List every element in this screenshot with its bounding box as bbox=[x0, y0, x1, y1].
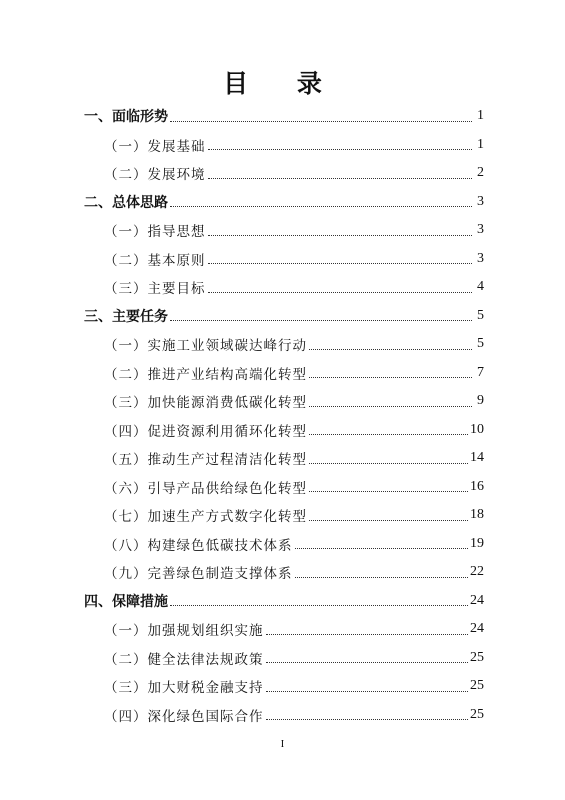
toc-page-number: 3 bbox=[477, 222, 484, 238]
dot-leader bbox=[309, 463, 468, 464]
dot-leader bbox=[309, 406, 472, 407]
toc-section-entry bbox=[84, 302, 484, 331]
toc-entry-label: （九）完善绿色制造支撑体系 bbox=[104, 566, 293, 583]
toc-page-number: 7 bbox=[477, 364, 484, 380]
toc-page-number: 14 bbox=[470, 450, 484, 466]
toc-entry-label: （七）加速生产方式数字化转型 bbox=[104, 509, 307, 526]
dot-leader bbox=[208, 292, 473, 293]
toc-subsection-entry bbox=[84, 216, 484, 245]
toc-subsection-entry bbox=[84, 615, 484, 644]
toc-subsection-entry bbox=[84, 473, 484, 502]
toc-entry-label: 三、主要任务 bbox=[84, 308, 168, 325]
toc-subsection-entry bbox=[84, 416, 484, 445]
toc-entry-label: （一）实施工业领域碳达峰行动 bbox=[104, 338, 307, 355]
dot-leader bbox=[170, 605, 468, 606]
toc-page-number: 19 bbox=[470, 535, 484, 551]
toc-entry-label: （八）构建绿色低碳技术体系 bbox=[104, 537, 293, 554]
toc-subsection-entry bbox=[84, 159, 484, 188]
toc-entry-label: （二）推进产业结构高端化转型 bbox=[104, 366, 307, 383]
toc-entry-label: （二）基本原则 bbox=[104, 252, 206, 269]
dot-leader bbox=[295, 548, 469, 549]
toc-subsection-entry bbox=[84, 387, 484, 416]
toc-entry-label: 一、面临形势 bbox=[84, 109, 168, 126]
toc-page-number: 18 bbox=[470, 507, 484, 523]
toc-entry-label: （二）发展环境 bbox=[104, 167, 206, 184]
toc-entry-label: 二、总体思路 bbox=[84, 194, 168, 211]
dot-leader bbox=[309, 349, 472, 350]
dot-leader bbox=[266, 662, 469, 663]
toc-subsection-entry bbox=[84, 330, 484, 359]
toc-section-entry bbox=[84, 188, 484, 217]
dot-leader bbox=[266, 719, 469, 720]
dot-leader bbox=[266, 634, 469, 635]
toc-page-number: 24 bbox=[470, 621, 484, 637]
toc-page-number: 5 bbox=[477, 307, 484, 323]
toc-page-number: 22 bbox=[470, 564, 484, 580]
toc-page-number: 1 bbox=[477, 108, 484, 124]
dot-leader bbox=[170, 320, 472, 321]
dot-leader bbox=[309, 491, 468, 492]
dot-leader bbox=[309, 377, 472, 378]
dot-leader bbox=[295, 577, 469, 578]
toc-subsection-entry bbox=[84, 644, 484, 673]
toc-page-number: 2 bbox=[477, 165, 484, 181]
dot-leader bbox=[208, 235, 473, 236]
toc-subsection-entry bbox=[84, 444, 484, 473]
dot-leader bbox=[309, 520, 468, 521]
toc-entry-label: （二）健全法律法规政策 bbox=[104, 651, 264, 668]
toc-page-number: 1 bbox=[477, 136, 484, 152]
table-of-contents bbox=[84, 102, 484, 729]
toc-entry-label: 四、保障措施 bbox=[84, 593, 168, 610]
toc-subsection-entry bbox=[84, 530, 484, 559]
toc-section-entry bbox=[84, 587, 484, 616]
toc-subsection-entry bbox=[84, 701, 484, 730]
toc-page-number: 25 bbox=[470, 706, 484, 722]
toc-entry-label: （一）指导思想 bbox=[104, 224, 206, 241]
toc-entry-label: （一）发展基础 bbox=[104, 138, 206, 155]
dot-leader bbox=[208, 178, 473, 179]
dot-leader bbox=[266, 691, 469, 692]
toc-page-number: 4 bbox=[477, 279, 484, 295]
toc-subsection-entry bbox=[84, 273, 484, 302]
toc-page-number: 25 bbox=[470, 649, 484, 665]
dot-leader bbox=[208, 263, 473, 264]
toc-entry-label: （三）主要目标 bbox=[104, 281, 206, 298]
toc-entry-label: （三）加快能源消费低碳化转型 bbox=[104, 395, 307, 412]
toc-page-number: 9 bbox=[477, 393, 484, 409]
dot-leader bbox=[208, 149, 473, 150]
toc-page-number: 16 bbox=[470, 478, 484, 494]
toc-page-number: 25 bbox=[470, 678, 484, 694]
toc-page-number: 24 bbox=[470, 592, 484, 608]
toc-page-number: 5 bbox=[477, 336, 484, 352]
toc-section-entry bbox=[84, 102, 484, 131]
toc-entry-label: （五）推动生产过程清洁化转型 bbox=[104, 452, 307, 469]
toc-subsection-entry bbox=[84, 558, 484, 587]
dot-leader bbox=[170, 121, 472, 122]
toc-entry-label: （三）加大财税金融支持 bbox=[104, 680, 264, 697]
toc-page-number: 3 bbox=[477, 193, 484, 209]
toc-entry-label: （六）引导产品供给绿色化转型 bbox=[104, 480, 307, 497]
toc-entry-label: （一）加强规划组织实施 bbox=[104, 623, 264, 640]
toc-subsection-entry bbox=[84, 131, 484, 160]
toc-subsection-entry bbox=[84, 245, 484, 274]
toc-subsection-entry bbox=[84, 672, 484, 701]
toc-page-number: 3 bbox=[477, 250, 484, 266]
toc-subsection-entry bbox=[84, 501, 484, 530]
toc-subsection-entry bbox=[84, 359, 484, 388]
page-number: I bbox=[280, 738, 285, 750]
toc-page-number: 10 bbox=[470, 421, 484, 437]
dot-leader bbox=[309, 434, 468, 435]
toc-entry-label: （四）促进资源利用循环化转型 bbox=[104, 423, 307, 440]
toc-entry-label: （四）深化绿色国际合作 bbox=[104, 708, 264, 725]
dot-leader bbox=[170, 206, 472, 207]
page-title: 目 录 bbox=[223, 69, 342, 98]
